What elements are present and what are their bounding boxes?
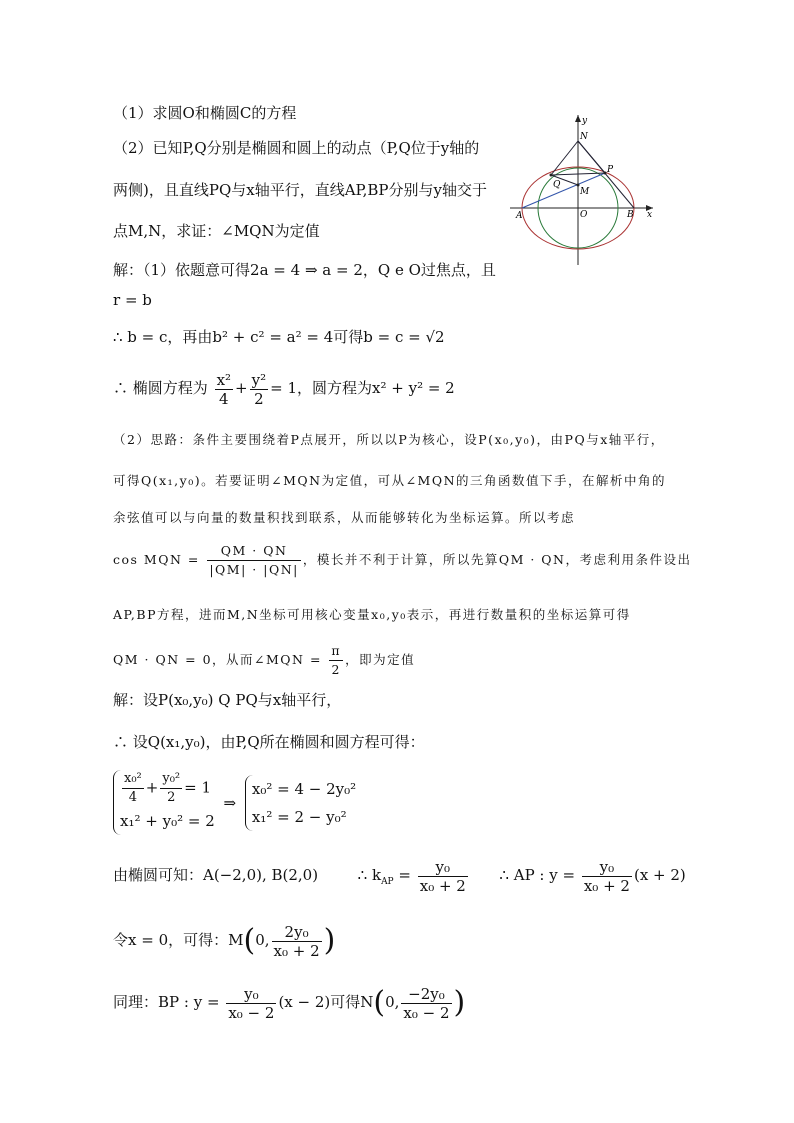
line-AP-tail: (x + 2) xyxy=(633,866,686,884)
N-label: (x − 2)可得N xyxy=(278,993,374,1011)
N-frac: $\frac{\text{−2y₀}}{\text{x₀ − 2}}$ xyxy=(403,984,450,1022)
idea-line-3: 余弦值可以与向量的数量积找到联系，从而能够转化为坐标运算。所以考虑 xyxy=(113,510,576,525)
circle-eq: ，圆方程为x² + y² = 2 xyxy=(297,379,455,397)
line-M: 令x = 0，可得：M(0, $\frac{\text{2y₀}}{\text{x₀ + 2}}$ ) xyxy=(113,922,336,960)
label-y: y xyxy=(582,116,588,126)
dot-zero: QM · QN = 0，从而∠MQN = xyxy=(113,652,322,667)
line-AP-label: ∴ AP : y = xyxy=(499,866,576,884)
label-B: B xyxy=(627,210,634,220)
line-AP-frac: $\frac{\text{y₀}}{\text{x₀ + 2}}$ xyxy=(583,857,630,895)
line-N: 同理：BP : y = $\frac{\text{y₀}}{\text{x₀ − 2}}$ (x − 2)可得N(0, $\frac{\text{−2y₀}}{\text{x₀ − 2}}$ ) xyxy=(113,984,466,1022)
idea-line-5: AP,BP方程，进而M,N坐标可用核心变量x₀,y₀表示，再进行数量积的坐标运算可得 xyxy=(113,607,631,622)
M-label: 令x = 0，可得：M xyxy=(113,931,244,949)
system-right: x₀² = 4 − 2y₀² x₁² = 2 − y₀² xyxy=(245,775,356,831)
label-A: A xyxy=(516,211,523,221)
solution-1-line-4: ∴ 椭圆方程为 $\frac{\text{x²}}{4}$ + $\frac{\text{y²}}{2}$ = 1，圆方程为x² + y² = 2 xyxy=(113,370,455,408)
idea-line-6 xyxy=(113,642,415,679)
question-2-line-1: （2）已知P,Q分别是椭圆和圆上的动点（P,Q位于y轴的 xyxy=(113,139,480,157)
question-1: （1）求圆O和椭圆C的方程 xyxy=(113,104,297,122)
label-O: O xyxy=(580,210,588,220)
fixed-value: ，即为定值 xyxy=(345,652,416,667)
solution-1-line-1: 解：（1）依题意可得2a = 4 ⇒ a = 2，Q e O过焦点，且 xyxy=(113,261,496,279)
solution-1-line-3: ∴ b = c，再由b² + c² = a² = 4可得b = c = √2 xyxy=(113,328,445,346)
ellipse-eq-prefix: ∴ 椭圆方程为 xyxy=(113,379,208,397)
frac-pi-2: $\frac{\pi}{2}$ xyxy=(331,643,342,677)
slope-frac: $\frac{\text{y₀}}{\text{x₀ + 2}}$ xyxy=(419,857,466,895)
points-AB: 由椭圆可知：A(−2,0), B(2,0) xyxy=(113,866,319,884)
cos-fraction: $\frac{QM \cdot QN}{|QM| \cdot |QN|}$ xyxy=(209,543,299,577)
solution-2-line-2: ∴ 设Q(x₁,y₀)，由P,Q所在椭圆和圆方程可得： xyxy=(113,733,425,751)
idea-line-4 xyxy=(113,540,692,580)
idea-line-1: （2）思路：条件主要围绕着P点展开，所以以P为核心，设P(x₀,y₀)，由PQ与x轴平行， xyxy=(113,432,665,447)
frac-y2-2: $\frac{\text{y²}}{2}$ xyxy=(251,370,267,408)
BP-label: 同理：BP : y = xyxy=(113,993,220,1011)
frac-x2-4: $\frac{\text{x²}}{4}$ xyxy=(216,370,232,408)
idea-line-2: 可得Q(x₁,y₀)。若要证明∠MQN为定值，可从∠MQN的三角函数值下手，在解析中角的 xyxy=(113,473,667,488)
question-2-line-3: 点M,N，求证：∠MQN为定值 xyxy=(113,222,320,240)
idea-line-4-rest: ，模长并不利于计算，所以先算QM · QN，考虑利用条件设出 xyxy=(302,552,692,567)
label-N: N xyxy=(580,132,588,142)
cos-label: cos MQN = xyxy=(113,552,200,567)
BP-frac: $\frac{\text{y₀}}{\text{x₀ − 2}}$ xyxy=(228,984,275,1022)
system-left: $\frac{\text{x₀²}}{4}$ + $\frac{\text{y₀²}}{2}$ = 1 x₁² + y₀² = 2 xyxy=(113,770,215,835)
solution-2-line-1: 解：设P(x₀,y₀) Q PQ与x轴平行， xyxy=(113,691,342,709)
label-x: x xyxy=(647,210,653,220)
question-2-line-2: 两侧)，且直线PQ与x轴平行，直线AP,BP分别与y轴交于 xyxy=(113,181,487,199)
label-P: P xyxy=(607,165,614,175)
line-AB: 由椭圆可知：A(−2,0), B(2,0) ∴ $k_{AP}$ = $\frac{\text{y₀}}{\text{x₀ + 2}}$ ∴ AP : y = $\frac{\text{y₀}}{\text{x₀ + 2}}$ (x + 2) xyxy=(113,857,686,895)
slope-label: ∴ k xyxy=(357,866,382,884)
label-M: M xyxy=(580,187,590,197)
ellipse-circle-figure xyxy=(508,113,668,273)
equation-system: $\frac{\text{x₀²}}{4}$ + $\frac{\text{y₀²}}{2}$ = 1 x₁² + y₀² = 2 ⇒ x₀² = 4 − 2y₀² x₁² = 2 − y₀² xyxy=(113,770,356,835)
M-frac: $\frac{\text{2y₀}}{\text{x₀ + 2}}$ xyxy=(273,922,320,960)
solution-1-line-2: r = b xyxy=(113,291,152,309)
label-Q: Q xyxy=(553,180,561,190)
